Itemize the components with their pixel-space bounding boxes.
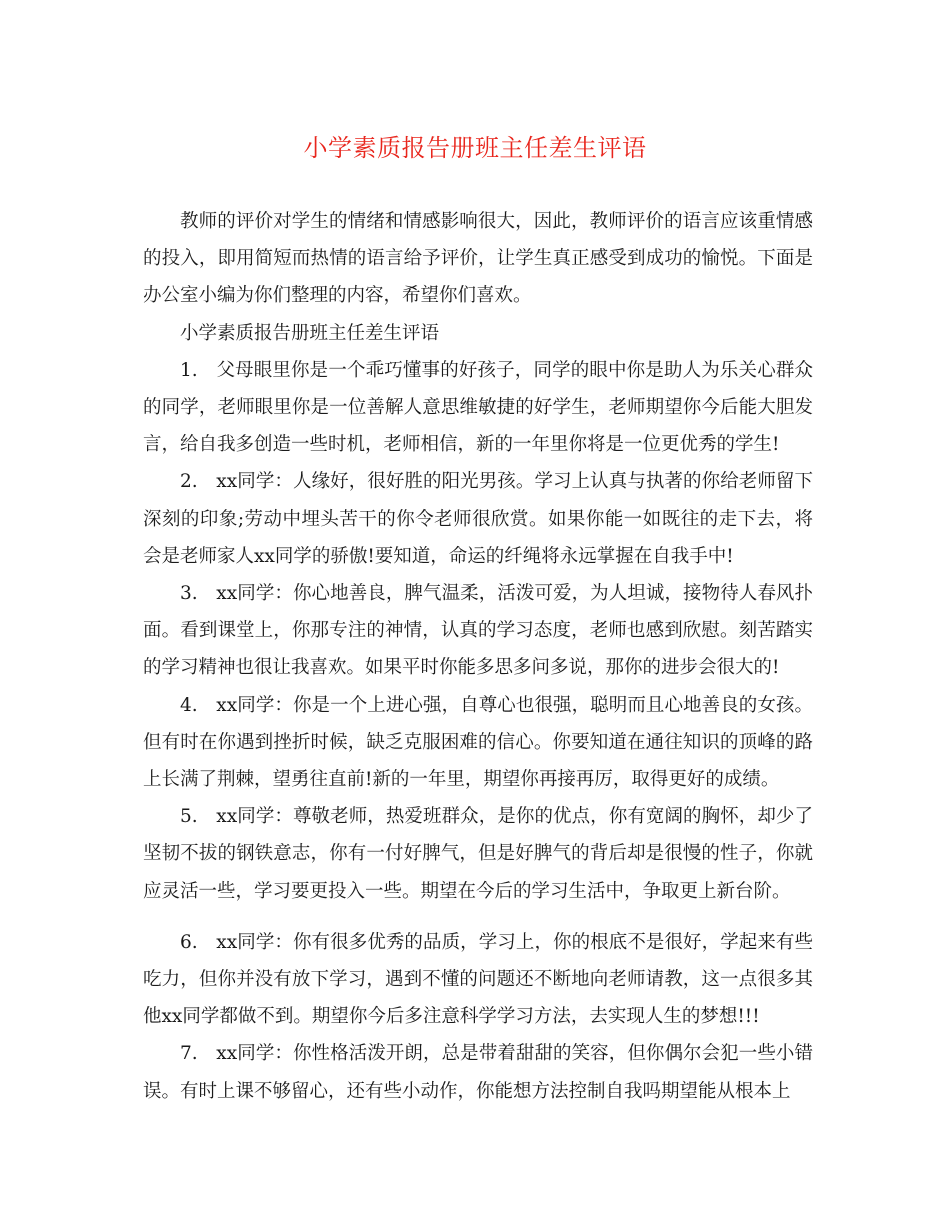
list-item: 6. xx同学：你有很多优秀的品质，学习上，你的根底不是很好，学起来有些吃力，但你并没有放下学习，遇到不懂的问题还不断地向老师请教，这一点很多其他xx同学都做不到。期望你今后多注意科学学习方法，去实现人生的梦想!!!: [143, 931, 813, 1028]
list-item: 1. 父母眼里你是一个乖巧懂事的好孩子，同学的眼中你是助人为乐关心群众的同学，老师眼里你是一位善解人意思维敏捷的好学生，老师期望你今后能大胆发言，给自我多创造一些时机，老师相信，新的一年里你将是一位更优秀的学生!: [143, 359, 813, 456]
intro-paragraph: 教师的评价对学生的情绪和情感影响很大，因此，教师评价的语言应该重情感的投入，即用简短而热情的语言给予评价，让学生真正感受到成功的愉悦。下面是办公室小编为你们整理的内容，希望你们喜欢。: [143, 211, 813, 307]
document-title: 小学素质报告册班主任差生评语: [303, 134, 647, 162]
document-body: [143, 203, 813, 1110]
list-item: 5. xx同学：尊敬老师，热爱班群众，是你的优点，你有宽阔的胸怀，却少了坚韧不拔的钢铁意志，你有一付好脾气，但是好脾气的背后却是很慢的性子，你就应灵活一些，学习要更投入一些。期望在今后的学习生活中，争取更上新台阶。: [143, 806, 813, 902]
paragraph-gap: [143, 910, 813, 924]
section-heading: 小学素质报告册班主任差生评语: [180, 322, 440, 344]
list-item: 7. xx同学：你性格活泼开朗，总是带着甜甜的笑容，但你偶尔会犯一些小错误。有时上课不够留心，还有些小动作，你能想方法控制自我吗期望能从根本上: [143, 1043, 813, 1102]
list-item: 2. xx同学：人缘好，很好胜的阳光男孩。学习上认真与执著的你给老师留下深刻的印象;劳动中埋头苦干的你令老师很欣赏。如果你能一如既往的走下去，将会是老师家人xx同学的骄傲!要知道，命运的纤绳将永远掌握在自我手中!: [143, 471, 813, 567]
list-item: 4. xx同学：你是一个上进心强，自尊心也很强，聪明而且心地善良的女孩。但有时在你遇到挫折时候，缺乏克服困难的信心。你要知道在通往知识的顶峰的路上长满了荆棘，望勇往直前!新的一年里，期望你再接再厉，取得更好的成绩。: [143, 694, 813, 791]
list-item: 3. xx同学：你心地善良，脾气温柔，活泼可爱，为人坦诚，接物待人春风扑面。看到课堂上，你那专注的神情，认真的学习态度，老师也感到欣慰。刻苦踏实的学习精神也很让我喜欢。如果平时你能多思多问多说，那你的进步会很大的!: [143, 583, 813, 679]
